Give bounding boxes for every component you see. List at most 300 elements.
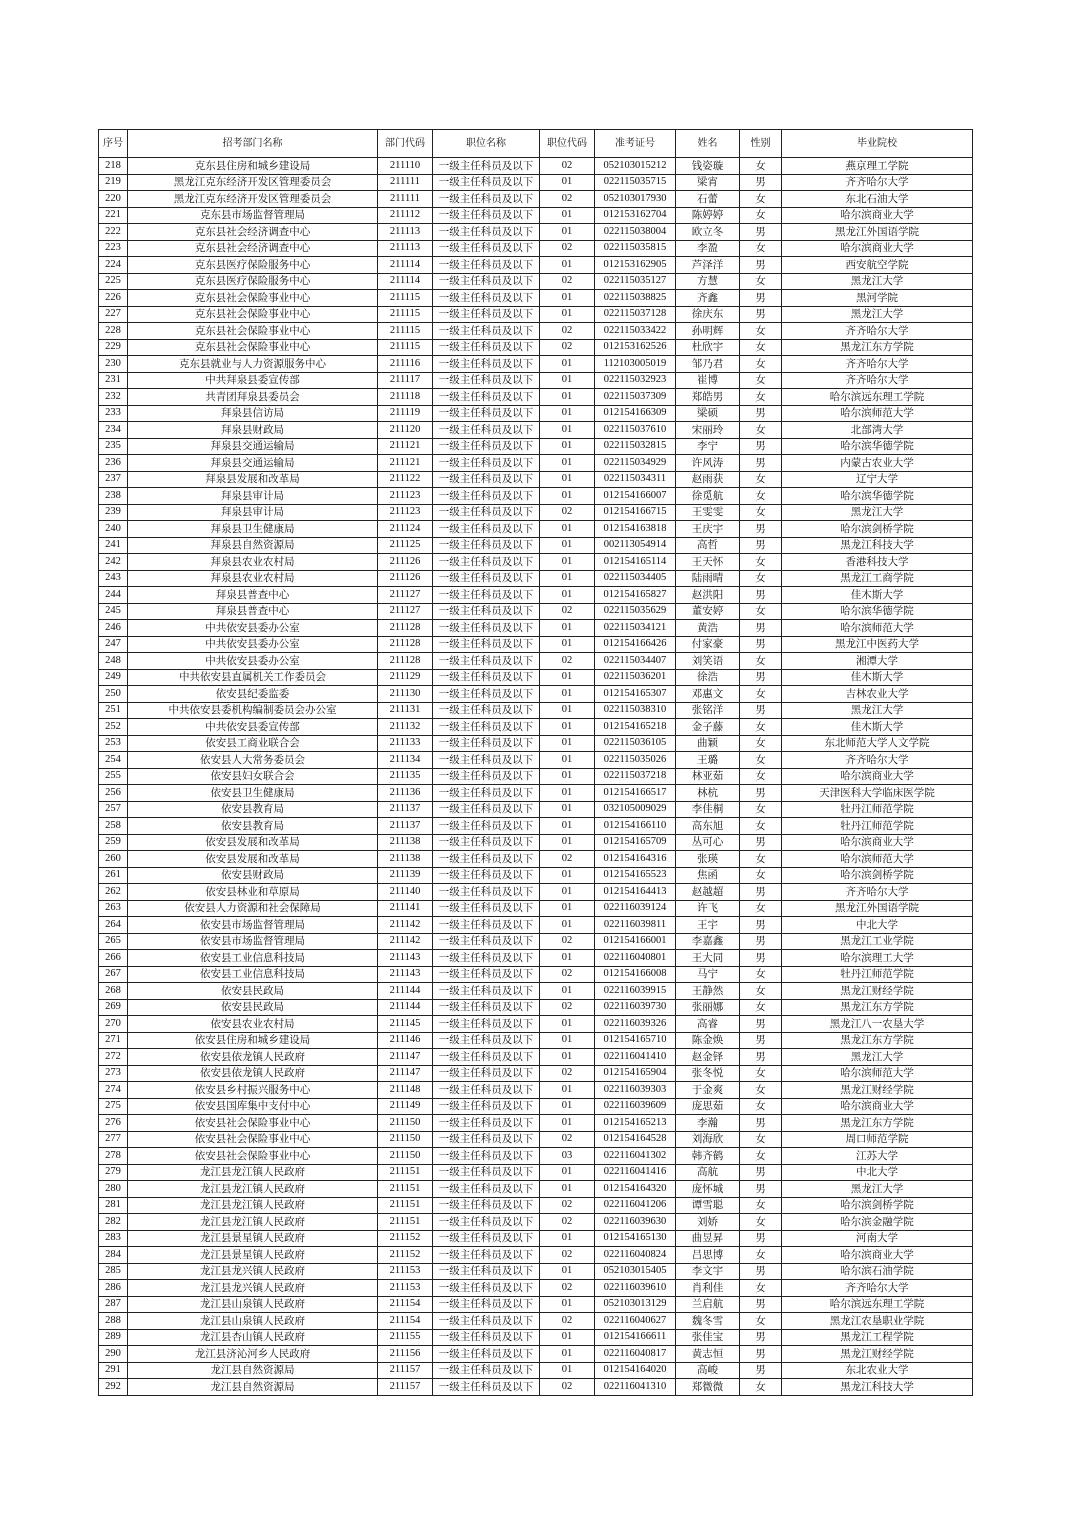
cell-position-code: 02 (540, 1197, 595, 1214)
cell-position-code: 01 (540, 1082, 595, 1099)
cell-ticket-no: 022116041310 (595, 1379, 676, 1396)
cell-position-name: 一级主任科员及以下 (433, 207, 540, 224)
cell-index: 278 (99, 1148, 128, 1165)
table-row (99, 405, 973, 422)
cell-ticket-no: 022115037610 (595, 422, 676, 439)
cell-gender: 男 (740, 438, 782, 455)
table-row (99, 471, 973, 488)
cell-position-name: 一级主任科员及以下 (433, 537, 540, 554)
cell-ticket-no: 022116041206 (595, 1197, 676, 1214)
cell-index: 258 (99, 818, 128, 835)
cell-gender: 女 (740, 1214, 782, 1231)
cell-school: 哈尔滨商业大学 (782, 768, 973, 785)
cell-dept-name: 克东县医疗保险服务中心 (128, 273, 378, 290)
cell-school: 哈尔滨商业大学 (782, 1098, 973, 1115)
cell-gender: 女 (740, 1197, 782, 1214)
cell-ticket-no: 022116039630 (595, 1214, 676, 1231)
cell-position-name: 一级主任科员及以下 (433, 1181, 540, 1198)
cell-name: 林亚茹 (676, 768, 740, 785)
cell-school: 黑龙江大学 (782, 1049, 973, 1066)
cell-ticket-no: 022116041302 (595, 1148, 676, 1165)
cell-position-code: 02 (540, 1379, 595, 1396)
table-row (99, 785, 973, 802)
table-row (99, 1131, 973, 1148)
table-row (99, 702, 973, 719)
cell-school: 黑龙江科技大学 (782, 537, 973, 554)
table-row (99, 603, 973, 620)
cell-index: 229 (99, 339, 128, 356)
cell-dept-name: 依安县国库集中支付中心 (128, 1098, 378, 1115)
cell-ticket-no: 012154165710 (595, 1032, 676, 1049)
cell-gender: 男 (740, 1263, 782, 1280)
cell-position-code: 02 (540, 966, 595, 983)
cell-index: 279 (99, 1164, 128, 1181)
cell-index: 246 (99, 620, 128, 637)
cell-position-code: 01 (540, 1346, 595, 1363)
cell-gender: 女 (740, 1098, 782, 1115)
cell-position-code: 01 (540, 636, 595, 653)
cell-ticket-no: 012154164413 (595, 884, 676, 901)
cell-dept-name: 克东县住房和城乡建设局 (128, 158, 378, 175)
cell-position-code: 02 (540, 323, 595, 340)
cell-dept-code: 211137 (378, 818, 433, 835)
cell-ticket-no: 012154165904 (595, 1065, 676, 1082)
cell-school: 黑龙江大学 (782, 1181, 973, 1198)
cell-dept-code: 211125 (378, 537, 433, 554)
cell-ticket-no: 012154164320 (595, 1181, 676, 1198)
cell-gender: 男 (740, 306, 782, 323)
cell-dept-code: 211154 (378, 1296, 433, 1313)
cell-ticket-no: 022115033422 (595, 323, 676, 340)
cell-school: 黑龙江大学 (782, 504, 973, 521)
cell-dept-name: 依安县市场监督管理局 (128, 917, 378, 934)
table-row (99, 570, 973, 587)
cell-gender: 男 (740, 1346, 782, 1363)
cell-position-name: 一级主任科员及以下 (433, 1263, 540, 1280)
cell-index: 244 (99, 587, 128, 604)
cell-school: 齐齐哈尔大学 (782, 174, 973, 191)
cell-school: 湘潭大学 (782, 653, 973, 670)
cell-dept-name: 龙江县景星镇人民政府 (128, 1247, 378, 1264)
cell-position-name: 一级主任科员及以下 (433, 1115, 540, 1132)
cell-index: 271 (99, 1032, 128, 1049)
cell-dept-name: 依安县妇女联合会 (128, 768, 378, 785)
cell-gender: 男 (740, 290, 782, 307)
cell-index: 254 (99, 752, 128, 769)
cell-dept-name: 克东县市场监督管理局 (128, 207, 378, 224)
cell-position-name: 一级主任科员及以下 (433, 603, 540, 620)
cell-name: 曲颖 (676, 735, 740, 752)
cell-school: 中北大学 (782, 1164, 973, 1181)
cell-name: 庞思茹 (676, 1098, 740, 1115)
cell-position-code: 01 (540, 834, 595, 851)
cell-position-name: 一级主任科员及以下 (433, 834, 540, 851)
cell-position-name: 一级主任科员及以下 (433, 438, 540, 455)
cell-school: 牡丹江师范学院 (782, 801, 973, 818)
cell-gender: 女 (740, 752, 782, 769)
cell-index: 288 (99, 1313, 128, 1330)
cell-ticket-no: 022115035629 (595, 603, 676, 620)
cell-dept-name: 依安县发展和改革局 (128, 851, 378, 868)
cell-dept-code: 211143 (378, 966, 433, 983)
cell-gender: 女 (740, 603, 782, 620)
cell-dept-code: 211128 (378, 636, 433, 653)
cell-ticket-no: 012154166517 (595, 785, 676, 802)
header-dept-name: 招考部门名称 (128, 130, 378, 158)
cell-dept-name: 拜泉县审计局 (128, 488, 378, 505)
cell-gender: 男 (740, 405, 782, 422)
cell-position-code: 01 (540, 669, 595, 686)
cell-gender: 女 (740, 372, 782, 389)
cell-position-code: 01 (540, 372, 595, 389)
cell-dept-code: 211156 (378, 1346, 433, 1363)
table-row (99, 1329, 973, 1346)
cell-dept-name: 龙江县自然资源局 (128, 1362, 378, 1379)
cell-ticket-no: 012154166611 (595, 1329, 676, 1346)
table-row (99, 999, 973, 1016)
cell-dept-code: 211141 (378, 900, 433, 917)
cell-gender: 女 (740, 191, 782, 208)
table-row (99, 158, 973, 175)
cell-index: 236 (99, 455, 128, 472)
table-row (99, 917, 973, 934)
cell-dept-name: 克东县就业与人力资源服务中心 (128, 356, 378, 373)
cell-position-code: 01 (540, 1230, 595, 1247)
cell-ticket-no: 022115035026 (595, 752, 676, 769)
cell-gender: 女 (740, 719, 782, 736)
cell-gender: 女 (740, 1379, 782, 1396)
cell-dept-name: 依安县工业信息科技局 (128, 966, 378, 983)
cell-dept-code: 211147 (378, 1065, 433, 1082)
cell-position-name: 一级主任科员及以下 (433, 917, 540, 934)
cell-dept-code: 211151 (378, 1197, 433, 1214)
cell-ticket-no: 012154165523 (595, 867, 676, 884)
cell-dept-code: 211110 (378, 158, 433, 175)
cell-ticket-no: 022115037218 (595, 768, 676, 785)
cell-name: 王庆宇 (676, 521, 740, 538)
cell-dept-name: 依安县纪委监委 (128, 686, 378, 703)
cell-position-name: 一级主任科员及以下 (433, 735, 540, 752)
cell-dept-name: 依安县卫生健康局 (128, 785, 378, 802)
table-row (99, 834, 973, 851)
cell-gender: 女 (740, 273, 782, 290)
cell-ticket-no: 012153162704 (595, 207, 676, 224)
cell-name: 赵越超 (676, 884, 740, 901)
cell-position-name: 一级主任科员及以下 (433, 620, 540, 637)
cell-position-name: 一级主任科员及以下 (433, 257, 540, 274)
cell-position-name: 一级主任科员及以下 (433, 1379, 540, 1396)
cell-position-name: 一级主任科员及以下 (433, 1065, 540, 1082)
cell-gender: 男 (740, 587, 782, 604)
cell-name: 付家豪 (676, 636, 740, 653)
table-row (99, 356, 973, 373)
cell-dept-code: 211111 (378, 174, 433, 191)
cell-position-code: 02 (540, 158, 595, 175)
cell-position-name: 一级主任科员及以下 (433, 1049, 540, 1066)
cell-name: 梁硕 (676, 405, 740, 422)
cell-dept-name: 拜泉县普查中心 (128, 603, 378, 620)
cell-dept-code: 211112 (378, 207, 433, 224)
cell-school: 东北师范大学人文学院 (782, 735, 973, 752)
cell-ticket-no: 022115034121 (595, 620, 676, 637)
cell-ticket-no: 012154163818 (595, 521, 676, 538)
cell-position-code: 01 (540, 455, 595, 472)
cell-ticket-no: 022116039610 (595, 1280, 676, 1297)
cell-position-name: 一级主任科员及以下 (433, 636, 540, 653)
cell-dept-code: 211120 (378, 422, 433, 439)
cell-name: 徐觅航 (676, 488, 740, 505)
cell-position-code: 01 (540, 801, 595, 818)
table-row (99, 669, 973, 686)
cell-school: 黑龙江科技大学 (782, 1379, 973, 1396)
cell-position-code: 01 (540, 752, 595, 769)
cell-index: 226 (99, 290, 128, 307)
cell-index: 245 (99, 603, 128, 620)
cell-position-code: 01 (540, 257, 595, 274)
cell-gender: 女 (740, 735, 782, 752)
cell-dept-name: 共青团拜泉县委员会 (128, 389, 378, 406)
cell-gender: 女 (740, 207, 782, 224)
table-row (99, 768, 973, 785)
cell-position-code: 02 (540, 933, 595, 950)
cell-position-code: 01 (540, 1181, 595, 1198)
cell-name: 许飞 (676, 900, 740, 917)
cell-dept-code: 211157 (378, 1379, 433, 1396)
header-ticket-no: 准考证号 (595, 130, 676, 158)
cell-dept-code: 211128 (378, 620, 433, 637)
cell-name: 孙明辉 (676, 323, 740, 340)
cell-position-code: 02 (540, 1131, 595, 1148)
cell-dept-code: 211115 (378, 306, 433, 323)
cell-position-name: 一级主任科员及以下 (433, 158, 540, 175)
cell-position-code: 01 (540, 290, 595, 307)
cell-dept-name: 克东县社会保险事业中心 (128, 323, 378, 340)
cell-position-code: 02 (540, 999, 595, 1016)
table-row (99, 966, 973, 983)
cell-dept-code: 211127 (378, 587, 433, 604)
header-gender: 性别 (740, 130, 782, 158)
cell-gender: 男 (740, 1181, 782, 1198)
cell-position-code: 03 (540, 1148, 595, 1165)
cell-dept-code: 211155 (378, 1329, 433, 1346)
cell-index: 240 (99, 521, 128, 538)
cell-dept-name: 龙江县景星镇人民政府 (128, 1230, 378, 1247)
cell-ticket-no: 012154165130 (595, 1230, 676, 1247)
cell-gender: 男 (740, 257, 782, 274)
cell-ticket-no: 012154165827 (595, 587, 676, 604)
cell-dept-code: 211131 (378, 702, 433, 719)
cell-ticket-no: 022115034407 (595, 653, 676, 670)
cell-gender: 男 (740, 455, 782, 472)
cell-index: 282 (99, 1214, 128, 1231)
cell-dept-name: 克东县医疗保险服务中心 (128, 257, 378, 274)
cell-position-code: 02 (540, 1065, 595, 1082)
cell-dept-name: 中共依安县委办公室 (128, 620, 378, 637)
header-position-name: 职位名称 (433, 130, 540, 158)
cell-dept-name: 依安县社会保险事业中心 (128, 1131, 378, 1148)
cell-dept-code: 211144 (378, 983, 433, 1000)
cell-dept-name: 依安县社会保险事业中心 (128, 1115, 378, 1132)
cell-school: 齐齐哈尔大学 (782, 884, 973, 901)
cell-gender: 男 (740, 1329, 782, 1346)
cell-dept-name: 拜泉县交通运输局 (128, 455, 378, 472)
cell-position-name: 一级主任科员及以下 (433, 1098, 540, 1115)
cell-dept-code: 211122 (378, 471, 433, 488)
cell-ticket-no: 012154166007 (595, 488, 676, 505)
cell-school: 哈尔滨商业大学 (782, 1247, 973, 1264)
cell-ticket-no: 022116041410 (595, 1049, 676, 1066)
cell-position-name: 一级主任科员及以下 (433, 471, 540, 488)
cell-school: 哈尔滨远东理工学院 (782, 389, 973, 406)
cell-position-name: 一级主任科员及以下 (433, 801, 540, 818)
cell-name: 刘笑语 (676, 653, 740, 670)
cell-position-code: 01 (540, 950, 595, 967)
cell-name: 刘娇 (676, 1214, 740, 1231)
table-row (99, 504, 973, 521)
cell-name: 高航 (676, 1164, 740, 1181)
cell-ticket-no: 022115037128 (595, 306, 676, 323)
cell-position-code: 01 (540, 1164, 595, 1181)
cell-dept-name: 拜泉县普查中心 (128, 587, 378, 604)
table-row (99, 1115, 973, 1132)
cell-dept-name: 拜泉县自然资源局 (128, 537, 378, 554)
cell-gender: 女 (740, 1148, 782, 1165)
cell-index: 263 (99, 900, 128, 917)
cell-index: 252 (99, 719, 128, 736)
cell-school: 中北大学 (782, 917, 973, 934)
cell-index: 283 (99, 1230, 128, 1247)
cell-name: 张铭洋 (676, 702, 740, 719)
cell-dept-name: 拜泉县卫生健康局 (128, 521, 378, 538)
cell-dept-code: 211148 (378, 1082, 433, 1099)
cell-gender: 女 (740, 389, 782, 406)
cell-dept-code: 211135 (378, 768, 433, 785)
cell-school: 哈尔滨剑桥学院 (782, 867, 973, 884)
table-row (99, 488, 973, 505)
cell-position-name: 一级主任科员及以下 (433, 554, 540, 571)
table-row (99, 290, 973, 307)
cell-index: 250 (99, 686, 128, 703)
cell-school: 江苏大学 (782, 1148, 973, 1165)
cell-name: 肖利佳 (676, 1280, 740, 1297)
cell-dept-code: 211146 (378, 1032, 433, 1049)
header-name: 姓名 (676, 130, 740, 158)
table-row (99, 587, 973, 604)
cell-position-code: 01 (540, 554, 595, 571)
table-row (99, 273, 973, 290)
cell-dept-name: 拜泉县农业农村局 (128, 554, 378, 571)
cell-index: 280 (99, 1181, 128, 1198)
cell-ticket-no: 012154165213 (595, 1115, 676, 1132)
table-row (99, 884, 973, 901)
table-row (99, 1148, 973, 1165)
cell-dept-code: 211142 (378, 917, 433, 934)
cell-position-name: 一级主任科员及以下 (433, 389, 540, 406)
cell-gender: 男 (740, 636, 782, 653)
table-row (99, 752, 973, 769)
cell-name: 李瀚 (676, 1115, 740, 1132)
cell-gender: 男 (740, 950, 782, 967)
cell-position-code: 01 (540, 884, 595, 901)
cell-ticket-no: 022116040817 (595, 1346, 676, 1363)
cell-position-name: 一级主任科员及以下 (433, 999, 540, 1016)
cell-ticket-no: 032105009029 (595, 801, 676, 818)
cell-ticket-no: 022116039326 (595, 1016, 676, 1033)
cell-gender: 男 (740, 1230, 782, 1247)
cell-ticket-no: 022115035127 (595, 273, 676, 290)
cell-name: 吕思博 (676, 1247, 740, 1264)
cell-dept-name: 龙江县龙江镇人民政府 (128, 1197, 378, 1214)
cell-school: 哈尔滨商业大学 (782, 207, 973, 224)
cell-ticket-no: 022115034405 (595, 570, 676, 587)
cell-dept-code: 211143 (378, 950, 433, 967)
cell-position-name: 一级主任科员及以下 (433, 966, 540, 983)
table-row (99, 1280, 973, 1297)
cell-position-code: 01 (540, 174, 595, 191)
cell-school: 牡丹江师范学院 (782, 818, 973, 835)
cell-ticket-no: 022115035815 (595, 240, 676, 257)
cell-dept-code: 211116 (378, 356, 433, 373)
cell-position-code: 01 (540, 719, 595, 736)
cell-name: 于金爽 (676, 1082, 740, 1099)
cell-position-code: 01 (540, 1098, 595, 1115)
table-row (99, 983, 973, 1000)
cell-ticket-no: 022115036201 (595, 669, 676, 686)
cell-dept-code: 211121 (378, 438, 433, 455)
cell-name: 赵洪阳 (676, 587, 740, 604)
table-row (99, 653, 973, 670)
cell-name: 方慧 (676, 273, 740, 290)
table-row (99, 438, 973, 455)
table-row (99, 933, 973, 950)
table-row (99, 1247, 973, 1264)
cell-ticket-no: 022116039811 (595, 917, 676, 934)
cell-dept-name: 依安县市场监督管理局 (128, 933, 378, 950)
cell-school: 齐齐哈尔大学 (782, 356, 973, 373)
table-row (99, 867, 973, 884)
table-row (99, 1065, 973, 1082)
cell-index: 255 (99, 768, 128, 785)
cell-dept-name: 拜泉县发展和改革局 (128, 471, 378, 488)
cell-index: 274 (99, 1082, 128, 1099)
cell-school: 黑龙江大学 (782, 273, 973, 290)
cell-index: 230 (99, 356, 128, 373)
cell-name: 马宁 (676, 966, 740, 983)
cell-name: 欧立冬 (676, 224, 740, 241)
cell-ticket-no: 022115034311 (595, 471, 676, 488)
cell-index: 287 (99, 1296, 128, 1313)
table-row (99, 455, 973, 472)
cell-position-name: 一级主任科员及以下 (433, 290, 540, 307)
cell-index: 241 (99, 537, 128, 554)
cell-gender: 女 (740, 339, 782, 356)
cell-ticket-no: 022115032815 (595, 438, 676, 455)
cell-position-code: 01 (540, 1049, 595, 1066)
cell-position-code: 01 (540, 422, 595, 439)
cell-gender: 女 (740, 323, 782, 340)
cell-school: 黑龙江八一农垦大学 (782, 1016, 973, 1033)
cell-school: 香港科技大学 (782, 554, 973, 571)
cell-gender: 男 (740, 1164, 782, 1181)
cell-name: 董安婷 (676, 603, 740, 620)
table-row (99, 636, 973, 653)
cell-dept-name: 龙江县山泉镇人民政府 (128, 1313, 378, 1330)
cell-dept-code: 211151 (378, 1164, 433, 1181)
cell-index: 218 (99, 158, 128, 175)
cell-index: 261 (99, 867, 128, 884)
cell-position-name: 一级主任科员及以下 (433, 1164, 540, 1181)
cell-dept-code: 211132 (378, 719, 433, 736)
